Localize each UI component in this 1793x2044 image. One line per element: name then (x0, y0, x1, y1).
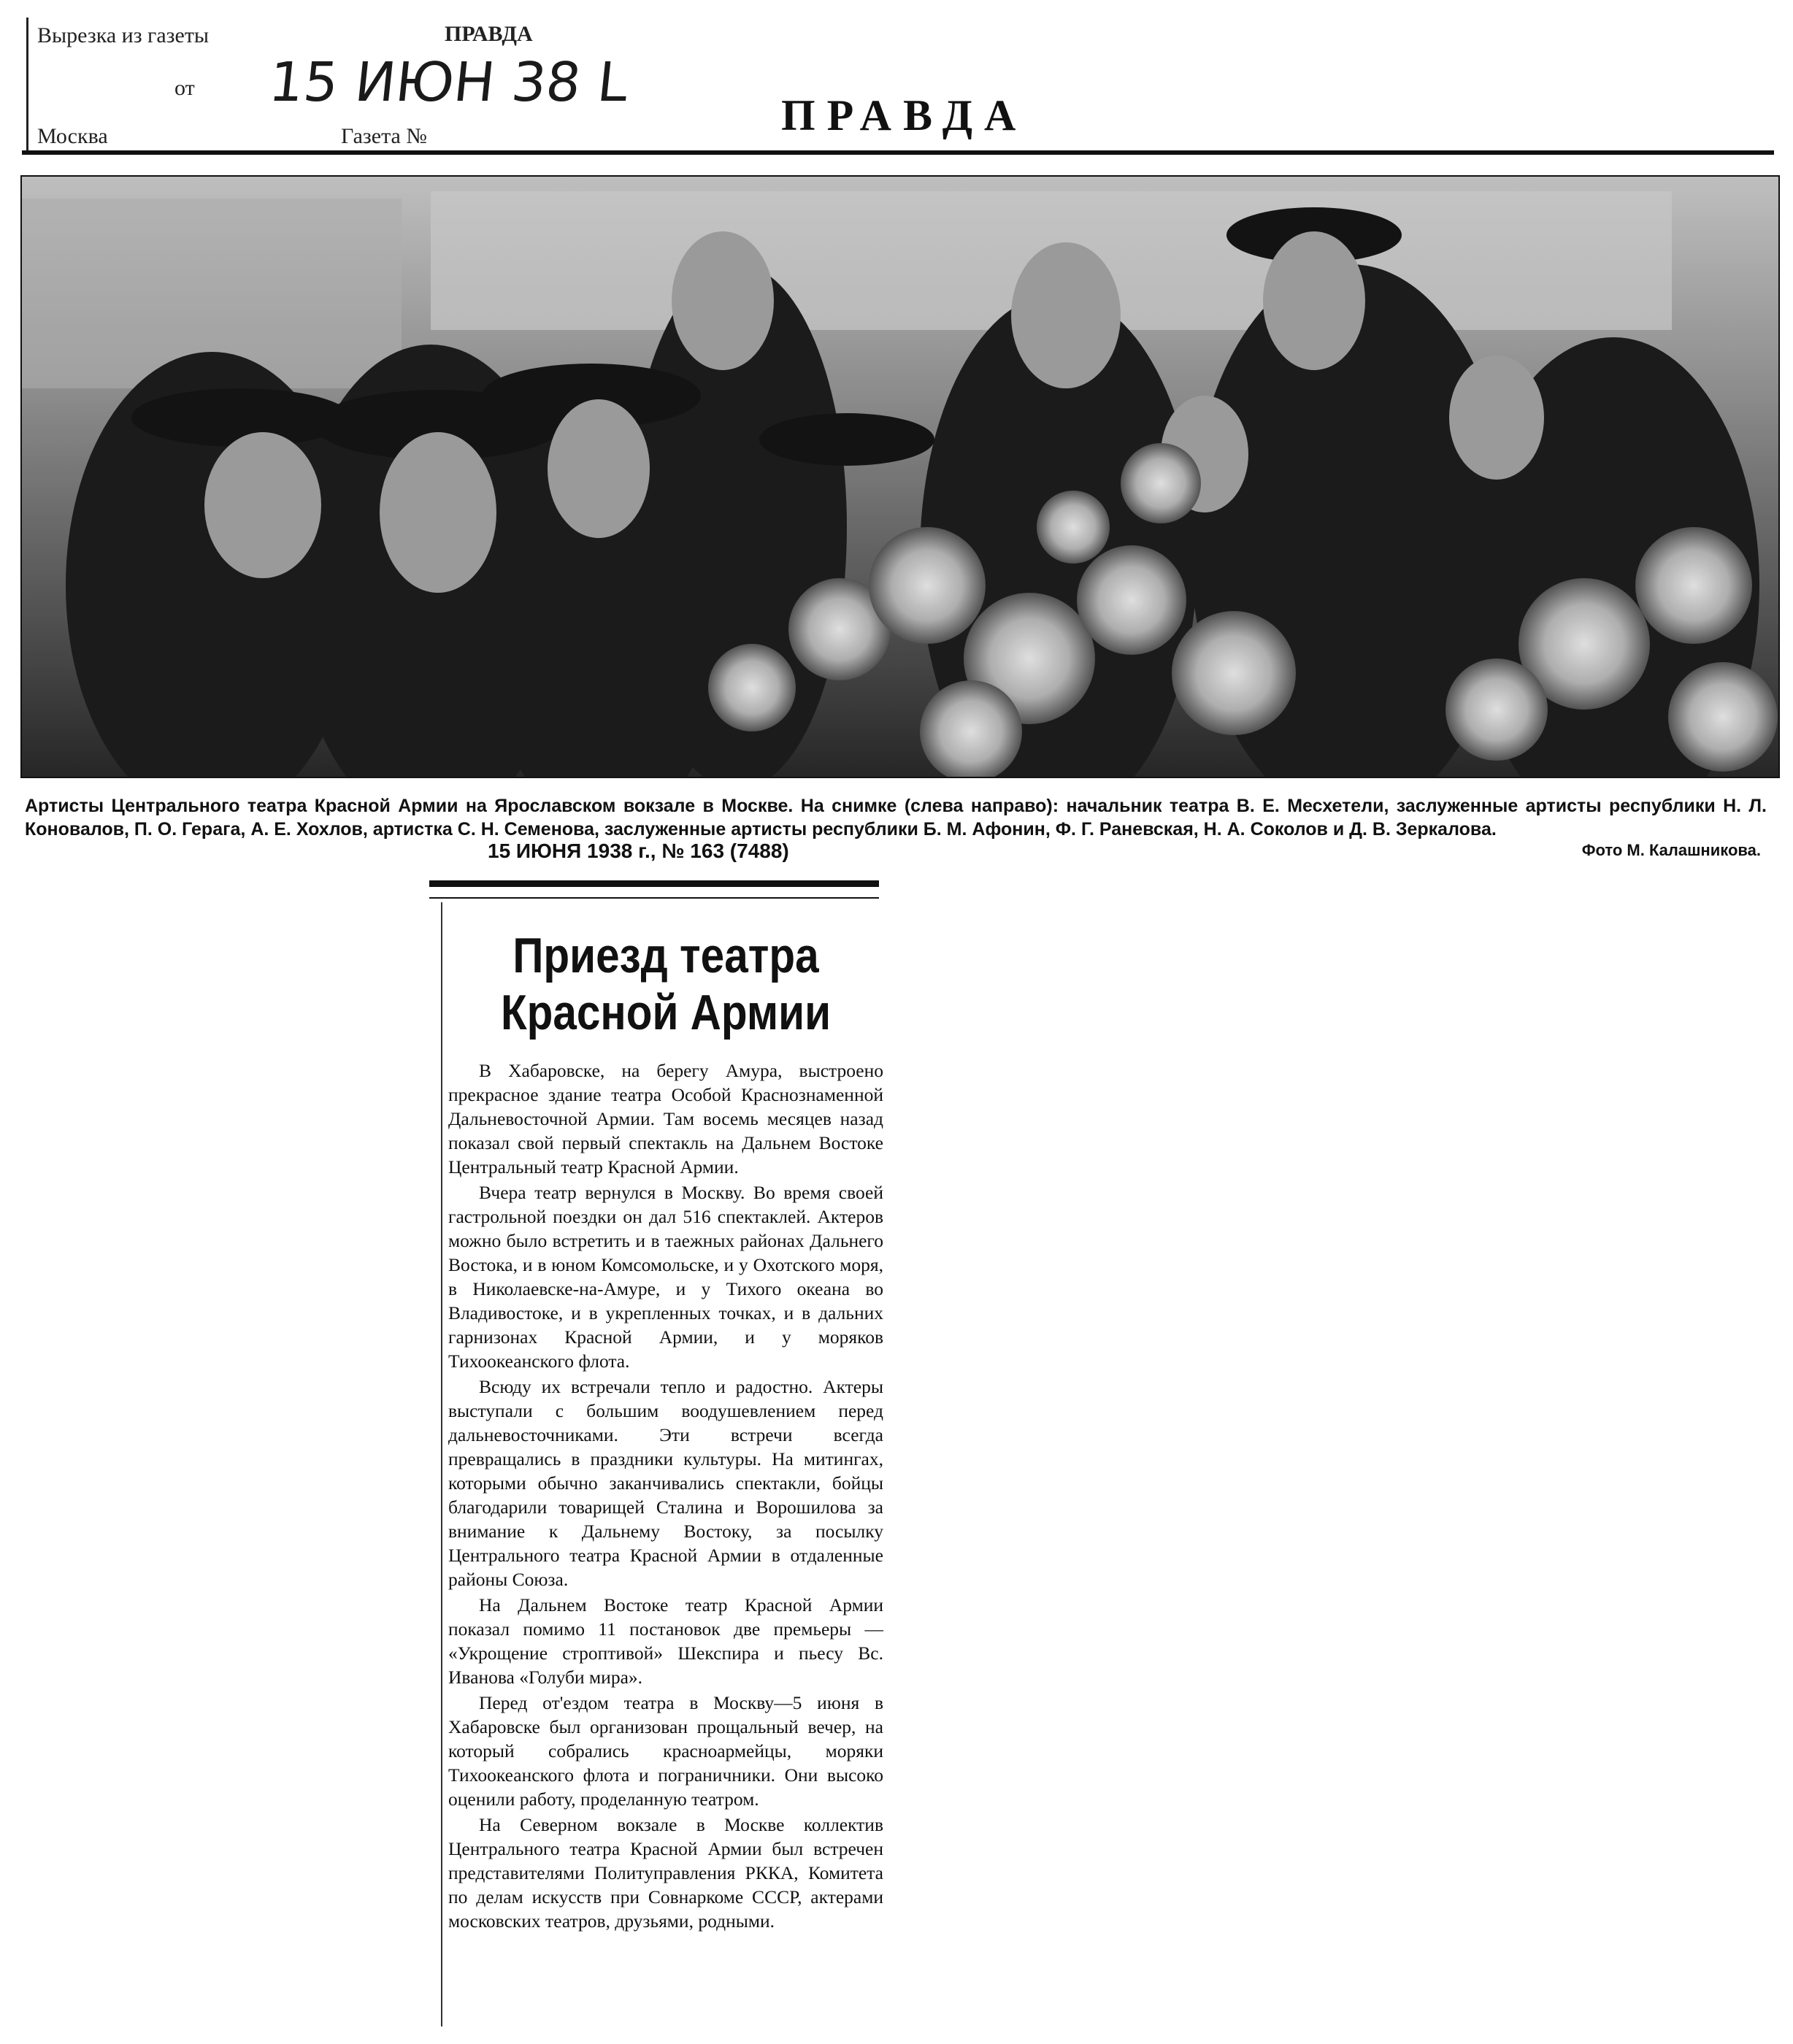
issue-line: 15 ИЮНЯ 1938 г., № 163 (7488) (488, 840, 789, 862)
column-side-rule (441, 902, 442, 2026)
stamp-label-gazette-no: Газета № (341, 124, 427, 148)
headline-line-1: Приезд театра (512, 928, 819, 983)
article-paragraph: Перед от'ездом театра в Москву—5 июня в Хабаровске был организован прощальный вечер, на который собрались красноармейцы, моряки Тихоокеанского флота и пограничники. Они высоко оценили работу, проделанную театром. (448, 1692, 883, 1810)
stamp-city: Москва (37, 124, 108, 148)
article-paragraph: Всюду их встречали тепло и радостно. Актеры выступали с большим воодушевлением перед дальневосточниками. Эти встречи всегда превращались в праздники культуры. На митингах, которыми обычно заканчивались спектакли, бойцы благодарили товарищей Сталина и Ворошилова за внимание к Дальнему Востоку, за посылку Центрального театра Красной Армии в отдаленные районы Союза. (448, 1376, 883, 1590)
headline-line-2: Красной Армии (500, 985, 832, 1040)
column-rule (429, 880, 879, 899)
article-headline (479, 927, 853, 1041)
photo-credit: Фото М. Калашникова. (1581, 841, 1761, 859)
stamp-handwritten-date: 15 ИЮН 38 L (266, 51, 631, 114)
article (448, 927, 883, 1934)
stamp-label-clip: Вырезка из газеты (37, 23, 210, 47)
stamp-label-from: от (174, 76, 195, 100)
article-paragraph: В Хабаровске, на берегу Амура, выстроено прекрасное здание театра Особой Краснознаменной Дальневосточной Армии. Там восемь месяцев назад показал свой первый спектакль на Дальнем Востоке Центральный театр Красной Армии. (448, 1060, 883, 1177)
article-paragraph: Вчера театр вернулся в Москву. Во время своей гастрольной поездки он дал 516 спектаклей. Актеров можно было встретить и в таежных районах Дальнего Востока, и в юном Комсомольске, и у Охотского моря, в Николаевске-на-Амуре, и у Тихого океана во Владивостоке, и в укрепленных точках, и в дальних гарнизонах Красной Армии, и у моряков Тихоокеанского флота. (448, 1182, 883, 1372)
article-paragraph: На Дальнем Востоке театр Красной Армии показал помимо 11 постановок две премьеры — «Укрощение строптивой» Шекспира и пьесу Вс. Иванова «Голуби мира». (448, 1594, 883, 1688)
photograph-illustration (22, 177, 1778, 777)
article-paragraph: На Северном вокзале в Москве коллектив Центрального театра Красной Армии был встречен представителями Политуправления РККА, Комитета по делам искусств при Совнаркоме СССР, актерами московских театров, друзьями, родными. (448, 1814, 883, 1932)
photo-caption: Артисты Центрального театра Красной Армии на Ярославском вокзале в Москве. На снимке (слева направо): начальник театра В. Е. Месхетели, заслуженные артисты республики Н. Л. Коновалов, П. О. Герага, А. Е. Хохлов, артистка С. Н. Семенова, заслуженные артисты республики Б. М. Афонин, Ф. Г. Раневская, Н. А. Соколов и Д. В. Зеркалова. (25, 796, 1767, 840)
news-photograph (20, 175, 1780, 778)
clipping-stamp (26, 18, 631, 153)
newspaper-masthead: ПРАВДА (781, 91, 1028, 139)
masthead-rule (22, 150, 1774, 155)
stamp-paper-name: ПРАВДА (445, 22, 533, 46)
